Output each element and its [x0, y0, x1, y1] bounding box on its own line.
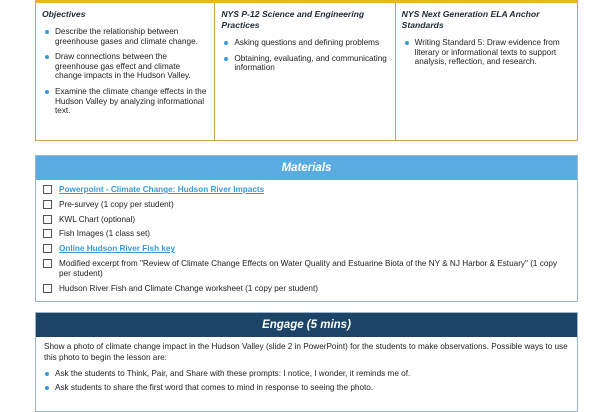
ela-standards-column	[396, 3, 577, 140]
engage-intro: Show a photo of climate change impact in the Hudson Valley (slide 2 in PowerPoint) for the students to make observations. Possible ways to use this photo to begin the lesson are:	[44, 342, 568, 362]
materials-title: Materials	[36, 156, 577, 180]
checkbox[interactable]	[43, 229, 52, 238]
engage-list	[44, 369, 569, 392]
bullet-icon	[45, 55, 49, 59]
checkbox[interactable]	[43, 215, 52, 224]
materials-section	[35, 155, 578, 302]
checkbox[interactable]	[43, 200, 52, 209]
ela-standards-heading: NYS Next Generation ELA Anchor Standards	[401, 9, 540, 30]
science-practices-list	[221, 38, 388, 73]
checkbox[interactable]	[43, 259, 52, 268]
objectives-column	[36, 3, 215, 140]
engage-body	[36, 337, 577, 392]
checkbox[interactable]	[43, 284, 52, 293]
science-practices-heading: NYS P-12 Science and Engineering Practices	[221, 9, 365, 30]
engage-section	[35, 312, 578, 412]
bullet-icon	[45, 386, 49, 390]
list-item: Draw connections between the greenhouse gas effect and climate change impacts in the Hudson Valley.	[42, 52, 208, 81]
bullet-icon	[45, 30, 49, 34]
fish-key-link[interactable]: Online Hudson River Fish key	[59, 244, 176, 254]
list-item: Obtaining, evaluating, and communicating information	[221, 54, 388, 73]
checkbox[interactable]	[43, 185, 52, 194]
list-item: Writing Standard 5: Draw evidence from literary or informational texts to support analysis, reflection, and research.	[402, 38, 571, 67]
objectives-standards-table	[35, 0, 578, 141]
objectives-list	[42, 27, 208, 116]
material-item-fish-key	[43, 244, 570, 254]
material-item-powerpoint	[43, 185, 570, 195]
list-item: Ask the students to Think, Pair, and Share with these prompts: I notice, I wonder, it reminds me of.	[44, 369, 569, 379]
engage-title: Engage (5 mins)	[36, 313, 577, 337]
list-item: Ask students to share the first word that comes to mind in response to seeing the photo.	[44, 383, 569, 393]
material-item-worksheet: Hudson River Fish and Climate Change worksheet (1 copy per student)	[43, 284, 570, 294]
bullet-icon	[45, 90, 49, 94]
powerpoint-link[interactable]: Powerpoint - Climate Change: Hudson River Impacts	[59, 185, 265, 194]
bullet-icon	[405, 41, 409, 45]
material-item-kwl-chart: KWL Chart (optional)	[43, 215, 570, 225]
list-item: Describe the relationship between greenhouse gases and climate change.	[42, 27, 208, 46]
objectives-heading: Objectives	[42, 9, 86, 19]
material-item-excerpt: Modified excerpt from "Review of Climate Change Effects on Water Quality and Estuarine Biota of the NY & NJ Harbor & Estuary" (1 copy per student)	[43, 259, 570, 279]
materials-checklist	[36, 180, 577, 293]
science-practices-column	[215, 3, 395, 140]
bullet-icon	[224, 57, 228, 61]
material-item-fish-images: Fish Images (1 class set)	[43, 229, 570, 239]
list-item: Examine the climate change effects in the Hudson Valley by analyzing informational text.	[42, 87, 208, 116]
bullet-icon	[45, 372, 49, 376]
material-item-pre-survey: Pre-survey (1 copy per student)	[43, 200, 570, 210]
list-item: Asking questions and defining problems	[221, 38, 388, 48]
checkbox[interactable]	[43, 244, 52, 253]
ela-standards-list	[402, 38, 571, 67]
bullet-icon	[224, 41, 228, 45]
